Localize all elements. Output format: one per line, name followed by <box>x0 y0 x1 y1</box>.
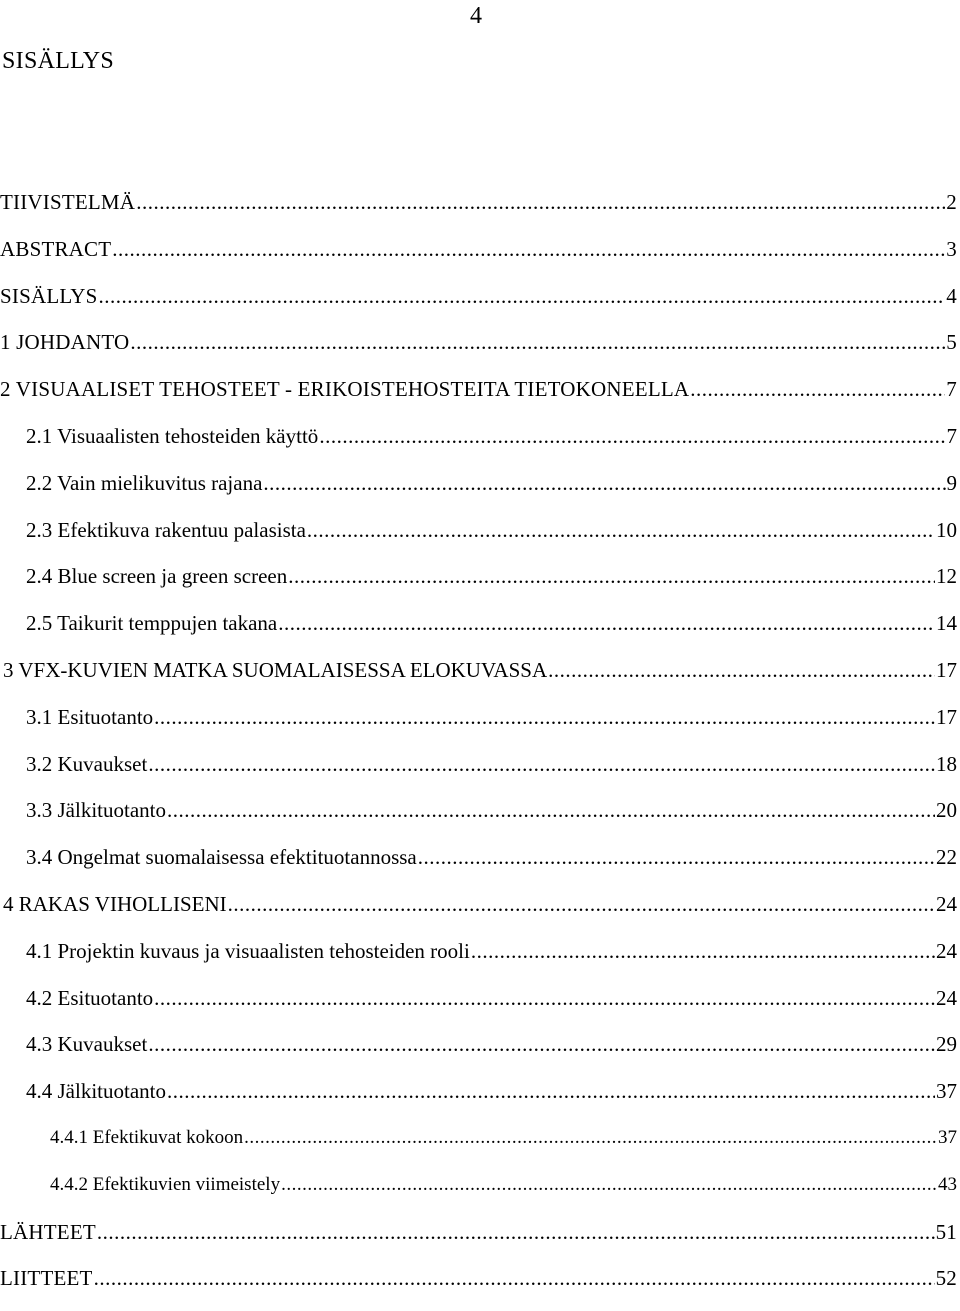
toc-entry-page: 12 <box>936 564 957 589</box>
toc-entry[interactable] <box>0 750 960 797</box>
toc-entry-page: 51 <box>935 1219 957 1244</box>
toc-dot-leader <box>112 235 945 263</box>
toc-dot-leader <box>94 1264 935 1292</box>
toc-entry-title: 2.2 Vain mielikuvitus rajana <box>26 470 263 495</box>
toc-entry-title: 3.1 Esituotanto <box>26 704 154 729</box>
toc-entry-page: 37 <box>938 1126 957 1148</box>
toc-entry[interactable] <box>0 235 960 282</box>
toc-dot-leader <box>244 1124 937 1152</box>
toc-entry[interactable] <box>0 375 960 422</box>
toc-entry-title: LÄHTEET <box>0 1219 96 1244</box>
toc-entry-page: 17 <box>936 657 957 682</box>
toc-dot-leader <box>228 890 935 918</box>
toc-entry[interactable] <box>0 1264 960 1311</box>
toc-entry-title: 4 RAKAS VIHOLLISENI <box>3 891 227 916</box>
toc-entry-page: 3 <box>946 236 957 261</box>
toc-entry[interactable] <box>0 516 960 563</box>
toc-entry-page: 2 <box>946 190 957 214</box>
toc-entry[interactable] <box>0 843 960 890</box>
toc-dot-leader <box>148 750 935 778</box>
toc-entry-title: 1 JOHDANTO <box>0 330 130 355</box>
toc-entry-page: 5 <box>946 330 957 355</box>
toc-entry-page: 24 <box>936 938 957 963</box>
toc-entry[interactable] <box>0 609 960 656</box>
toc-entry-title: LIITTEET <box>0 1266 93 1291</box>
toc-entry[interactable] <box>0 984 960 1031</box>
toc-entry-title: 4.3 Kuvaukset <box>26 1032 148 1057</box>
toc-dot-leader <box>130 328 945 356</box>
toc-dot-leader <box>319 422 945 450</box>
toc-entry-title: 2.5 Taikurit temppujen takana <box>26 611 278 636</box>
toc-dot-leader <box>288 562 935 590</box>
toc-dot-leader <box>136 188 945 216</box>
toc-entry-page: 24 <box>936 985 957 1010</box>
toc-entry[interactable] <box>0 469 960 516</box>
toc-entry-title: SISÄLLYS <box>0 283 98 308</box>
toc-entry[interactable] <box>0 1030 960 1077</box>
toc-dot-leader <box>154 703 935 731</box>
toc-dot-leader <box>97 1218 935 1246</box>
toc-entry-title: 3.4 Ongelmat suomalaisessa efektituotannossa <box>26 845 417 870</box>
toc-dot-leader <box>418 843 935 871</box>
toc-entry-title: 4.2 Esituotanto <box>26 985 154 1010</box>
toc-entry[interactable] <box>0 656 960 703</box>
toc-entry-page: 24 <box>936 891 957 916</box>
toc-entry-page: 17 <box>936 704 957 729</box>
toc-entry[interactable] <box>0 328 960 375</box>
toc-entry-page: 20 <box>936 798 957 823</box>
toc-entry-page: 43 <box>938 1173 957 1195</box>
toc-entry-page: 22 <box>936 845 957 870</box>
toc-entry-page: 52 <box>935 1266 957 1291</box>
toc-entry[interactable] <box>0 562 960 609</box>
toc-entry[interactable] <box>0 796 960 843</box>
toc-entry[interactable] <box>0 282 960 329</box>
toc-entry-page: 29 <box>936 1032 957 1057</box>
toc-dot-leader <box>690 375 945 403</box>
toc-entry-title: 2.1 Visuaalisten tehosteiden käyttö <box>26 423 319 448</box>
toc-dot-leader <box>99 282 946 310</box>
toc-entry-title: 4.1 Projektin kuvaus ja visuaalisten tehosteiden rooli <box>26 938 470 963</box>
toc-dot-leader <box>154 984 935 1012</box>
toc-entry-title: TIIVISTELMÄ <box>0 190 136 214</box>
toc-dot-leader <box>278 609 935 637</box>
toc-entry-title: 4.4.1 Efektikuvat kokoon <box>50 1126 244 1148</box>
toc-entry[interactable] <box>0 422 960 469</box>
toc-dot-leader <box>148 1030 935 1058</box>
toc-entry-page: 7 <box>946 377 957 402</box>
toc-entry-title: 4.4.2 Efektikuvien viimeistely <box>50 1173 281 1195</box>
toc-entry-title: 2 VISUAALISET TEHOSTEET - ERIKOISTEHOSTEITA TIETOKONEELLA <box>0 377 690 402</box>
toc-entry-title: 2.3 Efektikuva rakentuu palasista <box>26 517 306 542</box>
toc-entry[interactable] <box>0 937 960 984</box>
page-number: 4 <box>470 3 482 29</box>
toc-dot-leader <box>167 1077 935 1105</box>
toc-entry[interactable] <box>0 890 960 937</box>
toc-entry[interactable] <box>0 1077 960 1124</box>
toc-dot-leader <box>263 469 945 497</box>
toc-entry-page: 37 <box>936 1079 957 1104</box>
toc-dot-leader <box>307 516 935 544</box>
toc-dot-leader <box>548 656 935 684</box>
toc-entry-title: ABSTRACT <box>0 236 112 261</box>
toc-dot-leader <box>281 1171 937 1199</box>
toc-entry-page: 9 <box>946 470 957 495</box>
toc-dot-leader <box>167 796 935 824</box>
toc-entry-page: 18 <box>936 751 957 776</box>
toc-entry[interactable] <box>0 1171 960 1218</box>
toc-entry[interactable] <box>0 1124 960 1171</box>
toc-entry-page: 10 <box>936 517 957 542</box>
toc-entry-page: 4 <box>946 283 957 308</box>
toc-entry[interactable] <box>0 703 960 750</box>
toc-entry-title: 3.3 Jälkituotanto <box>26 798 166 823</box>
toc-entry[interactable] <box>0 188 960 235</box>
toc-entry-page: 7 <box>946 423 957 448</box>
toc-entry-title: 4.4 Jälkituotanto <box>26 1079 166 1104</box>
toc-heading: SISÄLLYS <box>2 48 115 74</box>
table-of-contents <box>0 188 960 1311</box>
toc-entry-title: 2.4 Blue screen ja green screen <box>26 564 288 589</box>
toc-entry-title: 3.2 Kuvaukset <box>26 751 148 776</box>
toc-entry-title: 3 VFX-KUVIEN MATKA SUOMALAISESSA ELOKUVASSA <box>3 657 548 682</box>
toc-entry[interactable] <box>0 1218 960 1265</box>
toc-entry-page: 14 <box>936 611 957 636</box>
toc-dot-leader <box>471 937 935 965</box>
